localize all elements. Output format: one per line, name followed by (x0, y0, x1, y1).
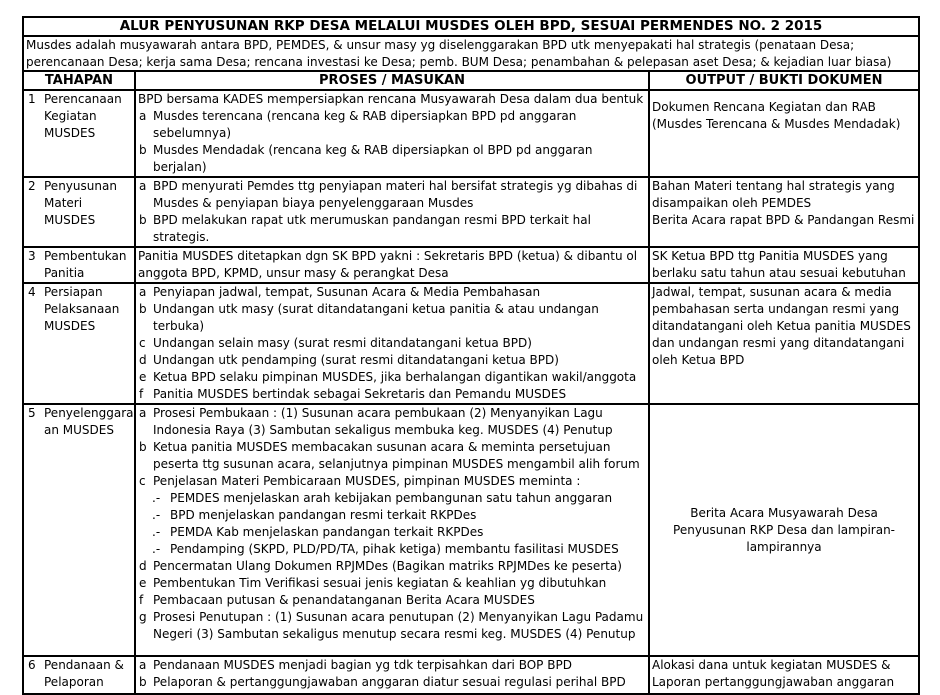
output-cell (649, 404, 919, 656)
output-cell (649, 656, 919, 694)
stage-number: 1 (28, 92, 36, 106)
list-item: f Pembacaan putusan & penandatanganan Berita Acara MUSDES (139, 593, 535, 607)
list-item: c Undangan selain masy (surat resmi ditandatangani ketua BPD) (139, 336, 532, 350)
process-cell (135, 283, 649, 404)
stage-name: Penyusunan Materi MUSDES (44, 179, 117, 227)
process-cell (135, 90, 649, 177)
process-lead: BPD bersama KADES mempersiapkan rencana Musyawarah Desa dalam dua bentuk (138, 92, 644, 106)
list-item: g Prosesi Penutupan : (1) Susunan acara penutupan (2) Menyanyikan Lagu Padamu Negeri (3) Sambutan sekaligus menutup secara resmi keg. MUSDES (4) Penutup (139, 610, 644, 641)
stage-name: Pembentukan Panitia (44, 249, 127, 280)
stage-cell (23, 90, 135, 177)
output-line: (Musdes Terencana & Musdes Mendadak) (652, 117, 901, 131)
header-output: OUTPUT / BUKTI DOKUMEN (649, 71, 919, 90)
list-item: a Prosesi Pembukaan : (1) Susunan acara pembukaan (2) Menyanyikan Lagu Indonesia Raya (3) Sambutan sekaligus membuka keg. MUSDES (4) Penutup (139, 406, 613, 437)
header-process: PROSES / MASUKAN (135, 71, 649, 90)
intro-text: Musdes adalah musyawarah antara BPD, PEMDES, & unsur masy yg diselenggarakan BPD utk menyepakati hal strategis (penataan Desa; perencanaan Desa; kerja sama Desa; rencana investasi ke Desa; pemb. BUM Desa; penambahan & pelepasan aset Desa; & kejadian luar biasa) (23, 36, 919, 71)
stage-name: Persiapan Pelaksanaan MUSDES (44, 285, 120, 333)
stage-number: 3 (28, 249, 36, 263)
list-item: c Penjelasan Materi Pembicaraan MUSDES, pimpinan MUSDES meminta : (139, 474, 581, 488)
output-line: Berita Acara rapat BPD & Pandangan Resmi (652, 213, 915, 227)
table-row (23, 404, 919, 656)
output-line: Berita Acara Musyawarah Desa Penyusunan RKP Desa dan lampiran-lampirannya (673, 505, 895, 554)
output-cell (649, 177, 919, 247)
flow-table (22, 16, 920, 695)
list-item: f Panitia MUSDES bertindak sebagai Sekretaris dan Pemandu MUSDES (139, 387, 567, 401)
header-stage: TAHAPAN (23, 71, 135, 90)
list-item: e Ketua BPD selaku pimpinan MUSDES, jika berhalangan digantikan wakil/anggota (139, 370, 637, 384)
stage-number: 6 (28, 658, 36, 672)
sub-item: .- PEMDES menjelaskan arah kebijakan pembangunan satu tahun anggaran (152, 491, 613, 505)
stage-name: Perencanaan Kegiatan MUSDES (44, 92, 122, 140)
list-item: e Pembentukan Tim Verifikasi sesuai jenis kegiatan & keahlian yg dibutuhkan (139, 576, 607, 590)
list-item: b Undangan utk masy (surat ditandatangani ketua panitia & atau undangan terbuka) (139, 302, 599, 333)
output-cell (649, 283, 919, 404)
sub-item: .- Pendamping (SKPD, PLD/PD/TA, pihak ketiga) membantu fasilitasi MUSDES (152, 542, 619, 556)
output-cell (649, 90, 919, 177)
output-line: SK Ketua BPD ttg Panitia MUSDES yang berlaku satu tahun atau sesuai kebutuhan (652, 249, 906, 280)
output-line: Jadwal, tempat, susunan acara & media pembahasan serta undangan resmi yang ditandatangani oleh Ketua panitia MUSDES dan undangan resmi yang ditandatangani oleh Ketua BPD (652, 285, 911, 367)
process-lead: Panitia MUSDES ditetapkan dgn SK BPD yakni : Sekretaris BPD (ketua) & dibantu ol anggota BPD, KPMD, unsur masy & perangkat Desa (138, 249, 638, 280)
stage-name: Penyelenggaraan MUSDES (44, 406, 134, 437)
list-item: a Musdes terencana (rencana keg & RAB dipersiapkan BPD pd anggaran sebelumnya) (139, 109, 577, 140)
list-item: d Undangan utk pendamping (surat resmi ditandatangani ketua BPD) (139, 353, 559, 367)
sub-item: .- PEMDA Kab menjelaskan pandangan terkait RKPDes (152, 525, 484, 539)
list-item: a Pendanaan MUSDES menjadi bagian yg tdk terpisahkan dari BOP BPD (139, 658, 572, 672)
process-cell (135, 177, 649, 247)
output-line: Dokumen Rencana Kegiatan dan RAB (652, 100, 876, 114)
sub-item: .- BPD menjelaskan pandangan resmi terkait RKPDes (152, 508, 477, 522)
table-row (23, 656, 919, 694)
output-line: Laporan pertanggungjawaban anggaran (652, 675, 895, 689)
process-cell (135, 656, 649, 694)
table-row (23, 247, 919, 283)
document (22, 16, 918, 695)
stage-number: 2 (28, 179, 36, 193)
list-item: b Pelaporan & pertanggungjawaban anggaran diatur sesuai regulasi perihal BPD (139, 675, 626, 689)
list-item: b Ketua panitia MUSDES membacakan susunan acara & meminta persetujuan peserta ttg susunan acara, selanjutnya pimpinan MUSDES mengambil alih forum (139, 440, 640, 471)
document-title: ALUR PENYUSUNAN RKP DESA MELALUI MUSDES OLEH BPD, SESUAI PERMENDES NO. 2 2015 (23, 17, 919, 36)
process-cell (135, 404, 649, 656)
list-item: b BPD melakukan rapat utk merumuskan pandangan resmi BPD terkait hal strategis. (139, 213, 591, 244)
stage-cell (23, 404, 135, 656)
stage-cell (23, 656, 135, 694)
list-item: a Penyiapan jadwal, tempat, Susunan Acara & Media Pembahasan (139, 285, 541, 299)
stage-cell (23, 177, 135, 247)
stage-cell (23, 283, 135, 404)
table-row (23, 90, 919, 177)
stage-number: 5 (28, 406, 36, 420)
list-item: d Pencermatan Ulang Dokumen RPJMDes (Bagikan matriks RPJMDes ke peserta) (139, 559, 622, 573)
stage-name: Pendanaan & Pelaporan (44, 658, 124, 689)
list-item: a BPD menyurati Pemdes ttg penyiapan materi hal bersifat strategis yg dibahas di Musdes & penyiapan biaya penyelenggaraan Musdes (139, 179, 638, 210)
stage-number: 4 (28, 285, 36, 299)
table-row (23, 177, 919, 247)
output-line: Alokasi dana untuk kegiatan MUSDES & (652, 658, 891, 672)
output-line: Bahan Materi tentang hal strategis yang disampaikan oleh PEMDES (652, 179, 895, 210)
process-cell (135, 247, 649, 283)
table-row (23, 283, 919, 404)
list-item: b Musdes Mendadak (rencana keg & RAB dipersiapkan ol BPD pd anggaran berjalan) (139, 143, 593, 174)
stage-cell (23, 247, 135, 283)
output-cell (649, 247, 919, 283)
